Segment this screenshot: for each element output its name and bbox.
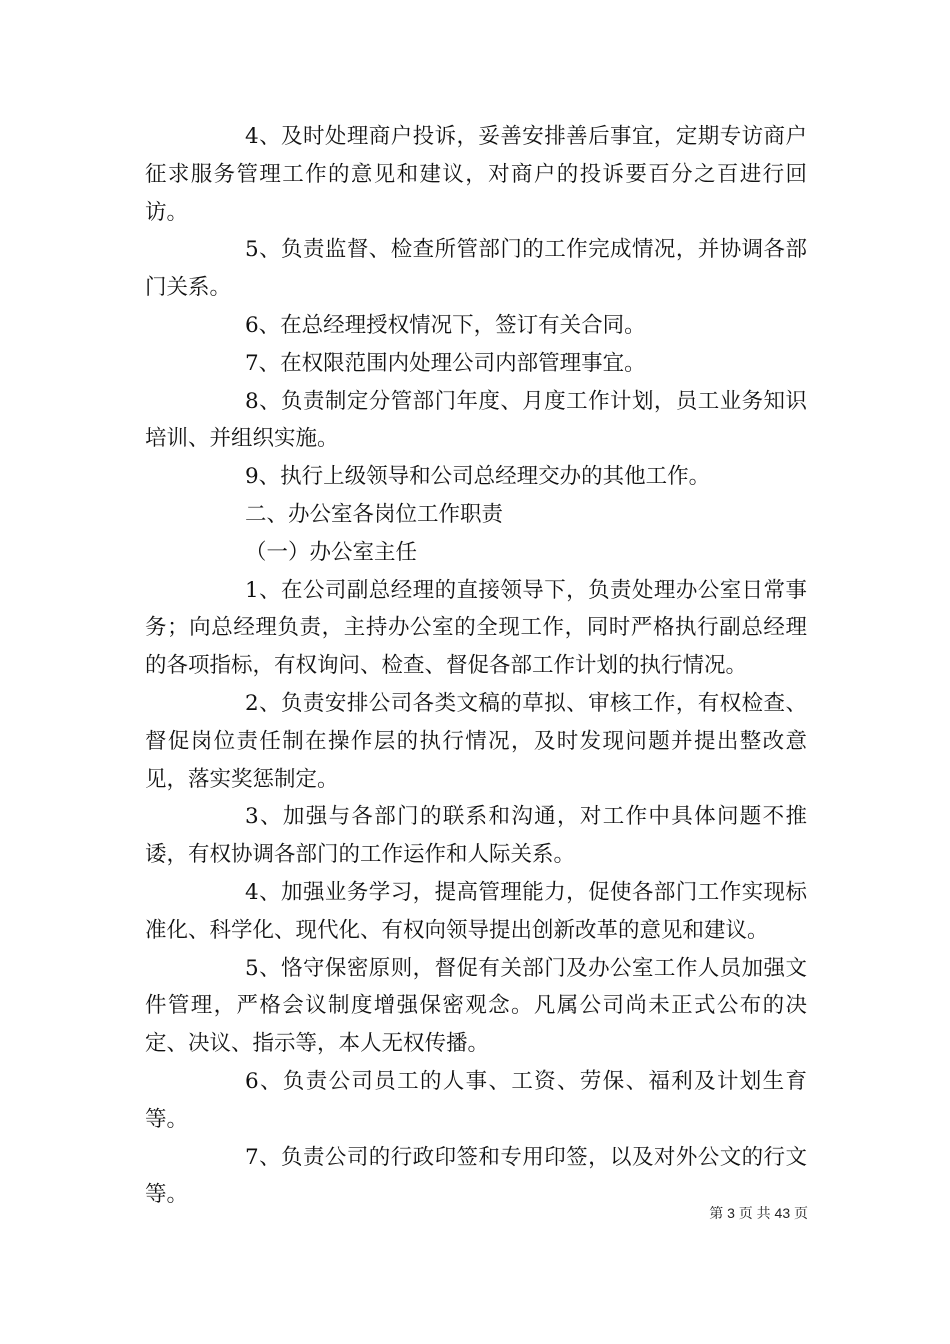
paragraph-item-5-supervise-departments: 5、负责监督、检查所管部门的工作完成情况，并协调各部门关系。 <box>145 237 807 301</box>
paragraph-director-item-5: 5、恪守保密原则，督促有关部门及办公室工作人员加强文件管理，严格会议制度增强保密观念。凡属公司尚未正式公布的决定、决议、指示等，本人无权传播。 <box>145 955 807 1057</box>
paragraph-item-6-sign-contracts: 6、在总经理授权情况下，签订有关合同。 <box>245 312 646 338</box>
paragraph-item-4-merchant-complaints: 4、及时处理商户投诉，妥善安排善后事宜，定期专访商户征求服务管理工作的意见和建议，对商户的投诉要百分之百进行回访。 <box>145 124 807 225</box>
paragraph-director-item-2: 2、负责安排公司各类文稿的草拟、审核工作，有权检查、督促岗位责任制在操作层的执行情况，及时发现问题并提出整改意见，落实奖惩制定。 <box>145 690 807 792</box>
subsection-heading-office-director: （一）办公室主任 <box>245 539 418 565</box>
section-heading-office-duties: 二、办公室各岗位工作职责 <box>245 501 504 527</box>
paragraph-item-7-internal-affairs: 7、在权限范围内处理公司内部管理事宜。 <box>245 350 646 376</box>
paragraph-director-item-6: 6、负责公司员工的人事、工资、劳保、福利及计划生育等。 <box>145 1068 807 1132</box>
paragraph-item-8-work-plans: 8、负责制定分管部门年度、月度工作计划，员工业务知识培训、并组织实施。 <box>145 388 807 452</box>
document-page <box>145 118 807 1214</box>
paragraph-director-item-7: 7、负责公司的行政印签和专用印签，以及对外公文的行文等。 <box>145 1144 807 1208</box>
paragraph-director-item-1: 1、在公司副总经理的直接领导下，负责处理办公室日常事务；向总经理负责，主持办公室的全现工作，同时严格执行副总经理的各项指标，有权询问、检查、督促各部工作计划的执行情况。 <box>145 577 807 679</box>
paragraph-director-item-3: 3、加强与各部门的联系和沟通，对工作中具体问题不推诿，有权协调各部门的工作运作和人际关系。 <box>145 804 807 868</box>
paragraph-director-item-4: 4、加强业务学习，提高管理能力，促使各部门工作实现标准化、科学化、现代化、有权向领导提出创新改革的意见和建议。 <box>145 879 807 943</box>
page-number-footer: 第 3 页 共 43 页 <box>709 1205 808 1221</box>
paragraph-item-9-other-tasks: 9、执行上级领导和公司总经理交办的其他工作。 <box>245 464 711 490</box>
